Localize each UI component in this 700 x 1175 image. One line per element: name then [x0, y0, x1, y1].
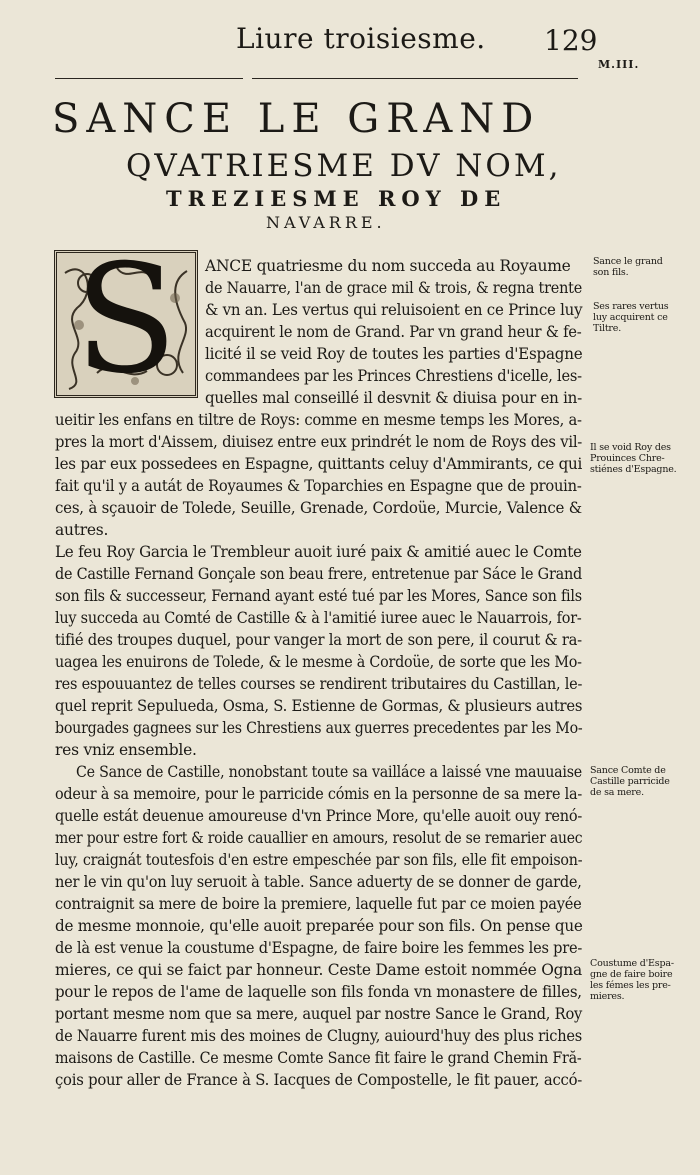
body-line: commandees par les Princes Chrestiens d'icelle, les- — [205, 367, 582, 385]
running-head: Liure troisiesme. — [236, 22, 486, 55]
body-line: quelle estát deuenue amoureuse d'vn Prince More, qu'elle auoit ouy renó- — [55, 807, 582, 825]
body-line: de Nauarre, l'an de grace mil & trois, & regna trente — [205, 279, 583, 297]
chapter-title-line-3: TREZIESME ROY DE — [166, 186, 507, 211]
margin-note: de sa mere. — [590, 787, 644, 798]
chapter-title-line-4: NAVARRE. — [266, 213, 386, 232]
header-rule-left — [55, 78, 243, 79]
margin-note: Ses rares vertus — [593, 301, 669, 312]
body-line: de Nauarre furent mis des moines de Clugny, auiourd'huy des plus riches — [55, 1027, 583, 1045]
ornamental-initial — [54, 233, 198, 407]
margin-note: Tiltre. — [593, 323, 622, 334]
body-line: de là est venue la coustume d'Espagne, de faire boire les femmes les pre- — [55, 939, 583, 957]
margin-note: les fémes les pre- — [590, 980, 671, 991]
body-line: bourgades gagnees sur les Chrestiens aux guerres precedentes par les Mo- — [55, 719, 583, 737]
body-line: luy succeda au Comté de Castille & à l'amitié iuree auec le Nauarrois, for- — [55, 609, 582, 627]
body-line: les par eux possedees en Espagne, quittants celuy d'Ammirants, ce qui — [55, 455, 583, 473]
margin-note: Prouinces Chre- — [590, 453, 665, 464]
body-line: ces, à sçauoir de Tolede, Seuille, Grenade, Cordoüe, Murcie, Valence & — [55, 499, 582, 517]
body-line: acquirent le nom de Grand. Par vn grand heur & fe- — [205, 323, 582, 341]
body-line: Le feu Roy Garcia le Trembleur auoit iuré paix & amitié auec le Comte — [55, 543, 582, 561]
body-line: tifié des troupes duquel, pour vanger la mort de son pere, il courut & ra- — [55, 631, 582, 649]
margin-note: Sance Comte de — [590, 765, 666, 776]
margin-note: son fils. — [593, 267, 629, 278]
marginal-year: M.III. — [598, 58, 640, 71]
body-line: pour le repos de l'ame de laquelle son fils fonda vn monastere de filles, — [55, 983, 582, 1001]
margin-note: Coustume d'Espa- — [590, 958, 674, 969]
body-line: res espouuantez de telles courses se rendirent tributaires du Castillan, le- — [55, 675, 583, 693]
body-line: son fils & successeur, Fernand ayant esté tué par les Mores, Sance son fils — [55, 587, 582, 605]
margin-note: Il se void Roy des — [590, 442, 671, 453]
body-line: de Castille Fernand Gonçale son beau frere, entretenue par Sáce le Grand — [55, 565, 582, 583]
body-line: ANCE quatriesme du nom succeda au Royaume — [205, 257, 571, 275]
body-line: luy, craignát toutesfois d'en estre empeschée par son fils, elle fit empoison- — [55, 851, 583, 869]
body-line: quelles mal conseillé il desvnit & diuisa pour en in- — [205, 389, 582, 407]
body-line: & vn an. Les vertus qui reluisoient en ce Prince luy — [205, 301, 583, 319]
chapter-title-line-2: QVATRIESME DV NOM, — [126, 148, 562, 184]
body-line: autres. — [55, 521, 109, 539]
body-line: odeur à sa memoire, pour le parricide cómis en la personne de sa mere la- — [55, 785, 583, 803]
body-line: portant mesme nom que sa mere, auquel par nostre Sance le Grand, Roy — [55, 1005, 583, 1023]
body-line: Ce Sance de Castille, nonobstant toute sa vailláce a laissé vne mauuaise — [76, 763, 582, 781]
body-line: res vniz ensemble. — [55, 741, 197, 759]
margin-note: mieres. — [590, 991, 625, 1002]
margin-note: Castille parricide — [590, 776, 670, 787]
body-line: contraignit sa mere de boire la premiere, laquelle fut par ce moien payée — [55, 895, 582, 913]
body-line: mer pour estre fort & roide cauallier en amours, resolut de se remarier auec — [55, 829, 583, 847]
body-line: fait qu'il y a autát de Royaumes & Toparchies en Espagne que de prouin- — [55, 477, 582, 495]
page-number: 129 — [544, 24, 598, 57]
drop-cap-letter: S — [74, 233, 178, 407]
margin-note: stiénes d'Espagne. — [590, 464, 677, 475]
body-line: mieres, ce qui se faict par honneur. Ceste Dame estoit nommée Ogna — [55, 961, 582, 979]
margin-note: gne de faire boire — [590, 969, 673, 980]
body-line: de mesme monnoie, qu'elle auoit preparée pour son fils. On pense que — [55, 917, 583, 935]
header-rule-right — [252, 78, 578, 79]
body-line: ner le vin qu'on luy seruoit à table. Sance aduerty de se donner de garde, — [55, 873, 582, 891]
chapter-title-line-1: SANCE LE GRAND — [52, 96, 541, 142]
body-line: pres la mort d'Aissem, diuisez entre eux prindrét le nom de Roys des vil- — [55, 433, 583, 451]
body-line: quel reprit Sepulueda, Osma, S. Estienne de Gormas, & plusieurs autres — [55, 697, 583, 715]
margin-note: Sance le grand — [593, 256, 663, 267]
body-line: maisons de Castille. Ce mesme Comte Sance fit faire le grand Chemin Fră- — [55, 1049, 582, 1067]
body-line: ueitir les enfans en tiltre de Roys: comme en mesme temps les Mores, a- — [55, 411, 582, 429]
body-line: çois pour aller de France à S. Iacques de Compostelle, le fit pauer, accó- — [55, 1071, 583, 1089]
body-line: licité il se veid Roy de toutes les parties d'Espagne — [205, 345, 583, 363]
body-line: uagea les enuirons de Tolede, & le mesme à Cordoüe, de sorte que les Mo- — [55, 653, 582, 671]
margin-note: luy acquirent ce — [593, 312, 668, 323]
